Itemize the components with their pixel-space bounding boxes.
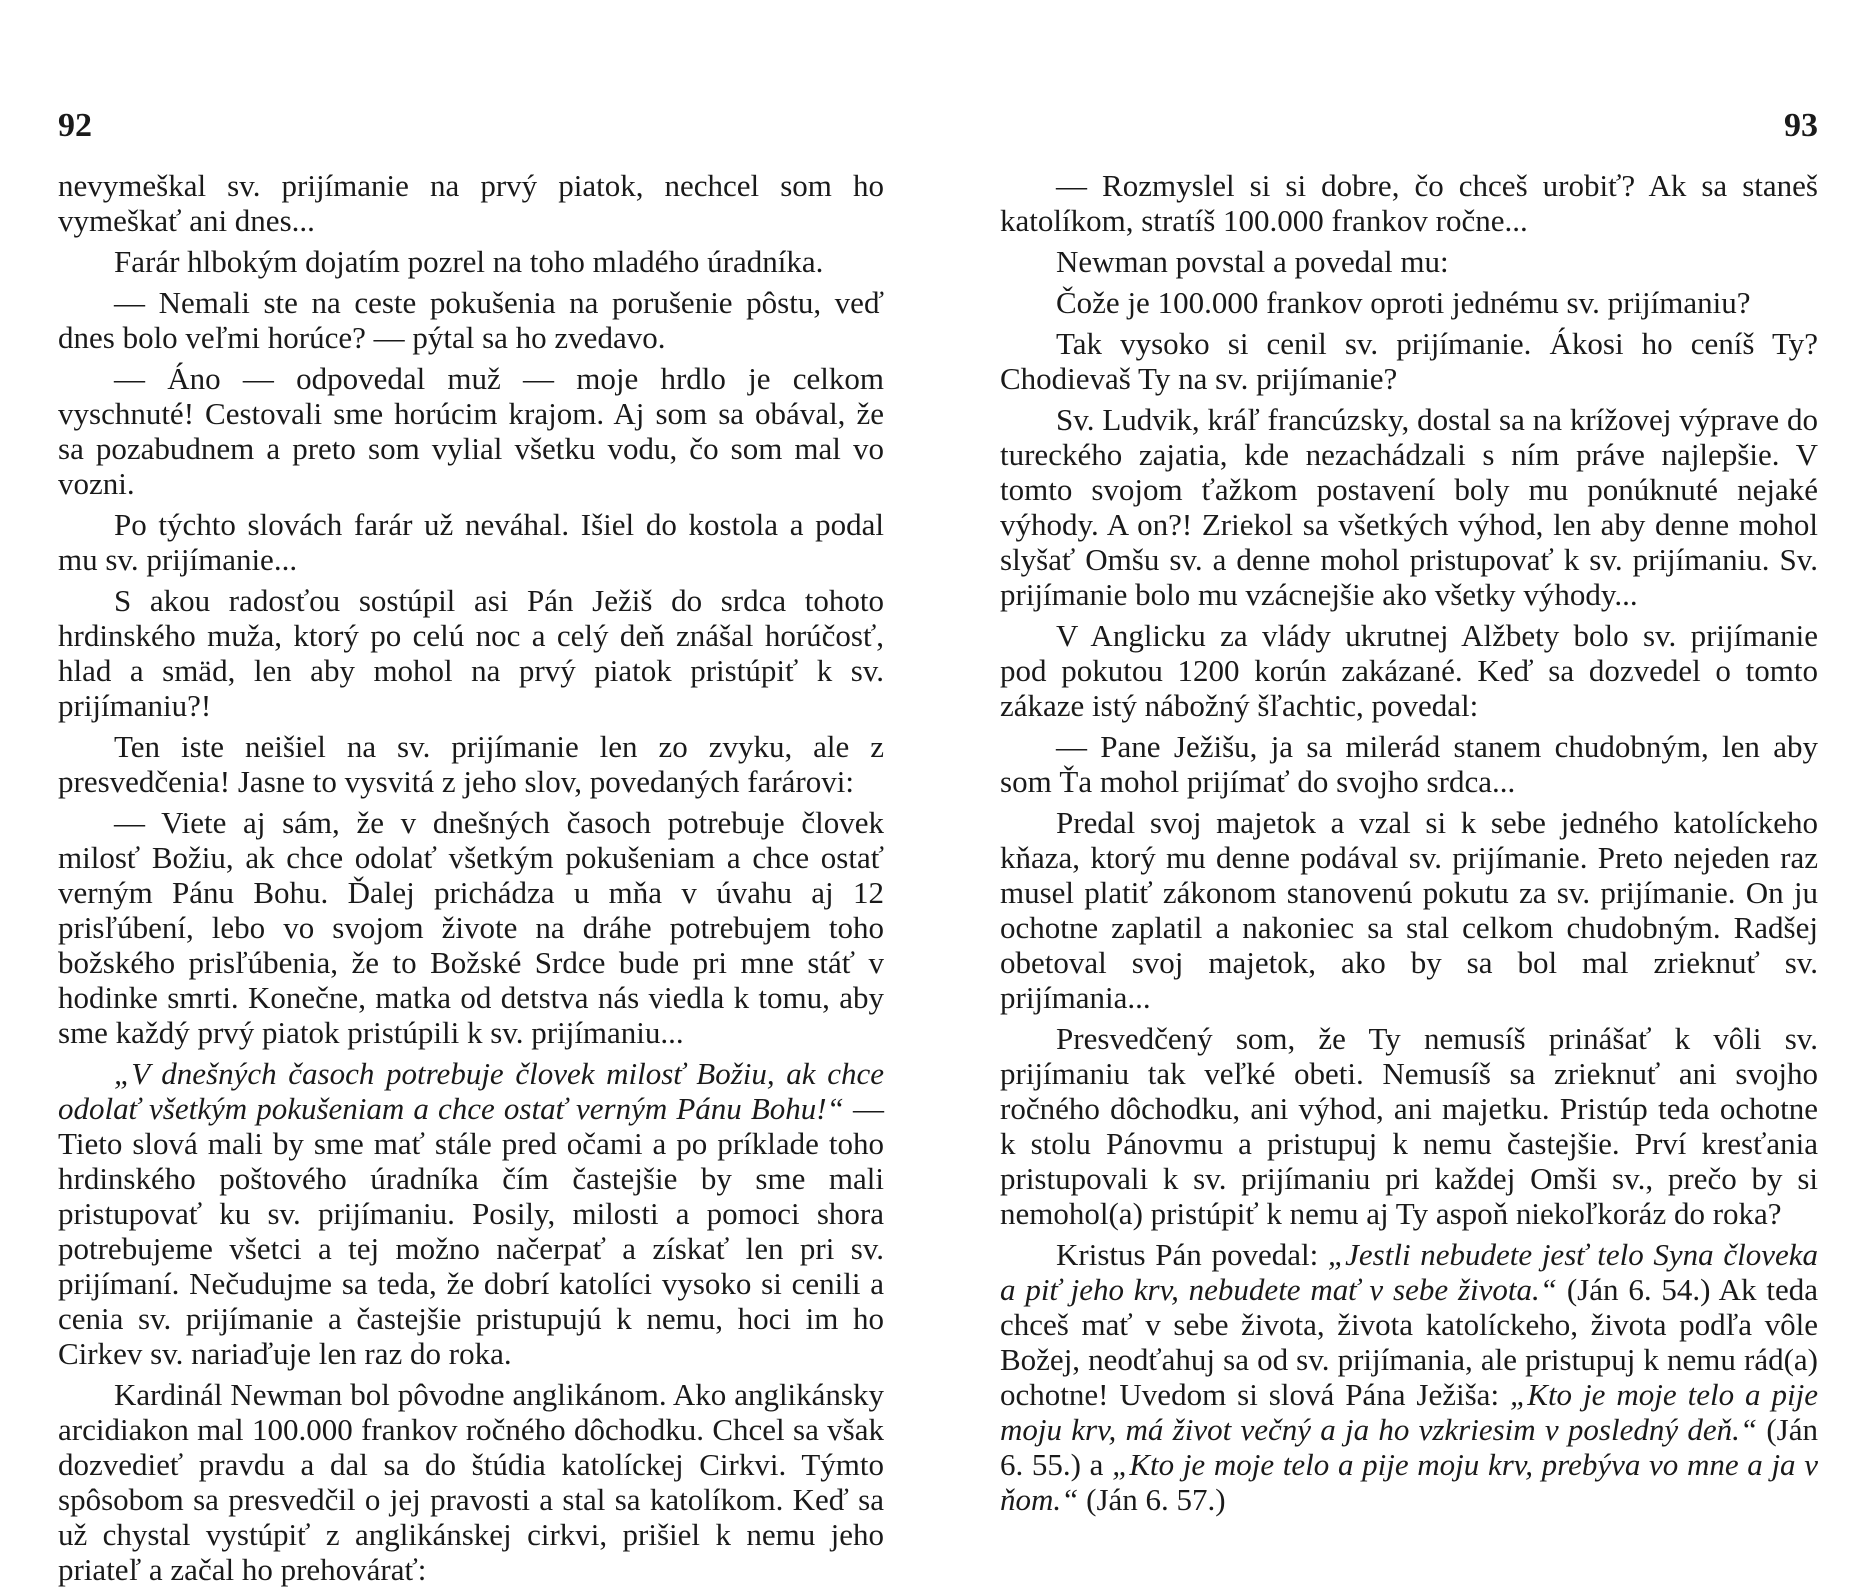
paragraph: [1000, 244, 1818, 279]
paragraph: [58, 583, 884, 723]
text-run: S akou radosťou sostúpil asi Pán Ježiš do srdca tohoto hrdinského muža, ktorý po celú noc a celý deň znášal horúčosť, hlad a smäd, len aby mohol na prvý piatok pristúpiť k sv. prijímaniu?!: [58, 583, 884, 723]
text-run: — Viete aj sám, že v dnešných časoch potrebuje človek milosť Božiu, ak chce odolať všetkým pokušeniam a chce ostať verným Pánu Bohu. Ďalej prichádza u mňa v úvahu aj 12 prisľúbení, lebo vo svojom živote na dráhe potrebujem toho božského prisľúbenia, že to Božské Srdce bude pri mne stáť v hodinke smrti. Konečne, matka od detstva nás viedla k tomu, aby sme každý prvý piatok pristúpili k sv. prijímaniu...: [58, 805, 884, 1050]
text-run: — Pane Ježišu, ja sa milerád stanem chudobným, len aby som Ťa mohol prijímať do svojho srdca...: [1000, 729, 1818, 799]
text-run: nevymeškal sv. prijímanie na prvý piatok, nechcel som ho vymeškať ani dnes...: [58, 168, 884, 238]
italic-quote: „V dnešných časoch potrebuje človek milosť Božiu, ak chce odolať všetkým pokušeniam a chce ostať verným Pánu Bohu!“: [58, 1056, 884, 1126]
right-page-number: 93: [1784, 107, 1818, 144]
text-run: Kristus Pán povedal:: [1056, 1237, 1328, 1272]
text-run: — Áno — odpovedal muž — moje hrdlo je celkom vyschnuté! Cestovali sme horúcim krajom. Aj som sa obával, že sa pozabudnem a preto som vylial všetku vodu, čo som mal vo vozni.: [58, 361, 884, 501]
text-run: Čože je 100.000 frankov oproti jednému sv. prijímaniu?: [1056, 285, 1751, 320]
text-run: Kardinál Newman bol pôvodne anglikánom. Ako anglikánsky arcidiakon mal 100.000 frankov ročného dôchodku. Chcel sa však dozvedieť pravdu a dal sa do štúdia katolíckej Cirkvi. Týmto spôsobom sa presvedčil o jej pravosti a stal sa katolíkom. Keď sa už chystal vystúpiť z anglikánskej cirkvi, prišiel k nemu jeho priateľ a začal ho prehovárať:: [58, 1377, 884, 1587]
text-run: (Ján 6. 57.): [1078, 1482, 1226, 1517]
text-run: (Ján 6. 55.) a: [1000, 1412, 1819, 1482]
paragraph: [58, 285, 884, 355]
paragraph: [1000, 1021, 1818, 1231]
italic-quote: „Kto je moje telo a pije moju krv, prebýva vo mne a ja v ňom.“: [1000, 1447, 1818, 1517]
paragraph: [58, 805, 884, 1050]
right-page-body: [1000, 168, 1818, 1517]
paragraph: [1000, 326, 1818, 396]
paragraph: [1000, 618, 1818, 723]
paragraph: [58, 168, 884, 238]
paragraph: [58, 1377, 884, 1587]
paragraph: [1000, 285, 1818, 320]
text-run: — Nemali ste na ceste pokušenia na porušenie pôstu, veď dnes bolo veľmi horúce? — pýtal sa ho zvedavo.: [58, 285, 884, 355]
paragraph: [1000, 1237, 1818, 1517]
left-page-number: 92: [58, 107, 92, 144]
left-page: [58, 107, 884, 1587]
right-page: [1000, 107, 1819, 1517]
text-run: V Anglicku za vlády ukrutnej Alžbety bolo sv. prijímanie pod pokutou 1200 korún zakázané. Keď sa dozvedel o tomto zákaze istý nábožný šľachtic, povedal:: [1000, 618, 1818, 723]
text-run: Farár hlbokým dojatím pozrel na toho mladého úradníka.: [114, 244, 824, 279]
text-run: Newman povstal a povedal mu:: [1056, 244, 1449, 279]
paragraph: [58, 729, 884, 799]
text-run: (Ján 6. 54.) Ak teda chceš mať v sebe života, života katolíckeho, života podľa vôle Božej, neodťahuj sa od sv. prijímania, ale pristupuj k nemu rád(a) ochotne! Uvedom si slová Pána Ježiša:: [1000, 1272, 1819, 1412]
paragraph: [1000, 729, 1818, 799]
paragraph: [58, 507, 884, 577]
paragraph: [58, 244, 884, 279]
paragraph: [1000, 168, 1818, 238]
left-page-body: [58, 168, 884, 1587]
paragraph: [1000, 402, 1818, 612]
italic-quote: „Jestli nebudete jesť telo Syna človeka a piť jeho krv, nebudete mať v sebe života.“: [1000, 1237, 1818, 1307]
text-run: Presvedčený som, že Ty nemusíš prinášať k vôli sv. prijímaniu tak veľké obeti. Nemusíš sa zrieknuť ani svojho ročného dôchodku, ani výhod, ani majetku. Pristúp teda ochotne k stolu Pánovmu a pristupuj k nemu častejšie. Prví kresťania pristupovali k sv. prijímaniu pri každej Omši sv., prečo by si nemohol(a) pristúpiť k nemu aj Ty aspoň niekoľkoráz do roka?: [1000, 1021, 1818, 1231]
paragraph: [1000, 805, 1818, 1015]
text-run: — Tieto slová mali by sme mať stále pred očami a po príklade toho hrdinského poštového úradníka čím častejšie by sme mali pristupovať ku sv. prijímaniu. Posily, milosti a pomoci shora potrebujeme všetci a tej možno načerpať a získať len pri sv. prijímaní. Nečudujme sa teda, že dobrí katolíci vysoko si cenili a cenia sv. prijímanie a častejšie pristupujú k nemu, hoci im ho Cirkev sv. nariaďuje len raz do roka.: [58, 1091, 884, 1371]
paragraph: [58, 1056, 884, 1371]
text-run: Predal svoj majetok a vzal si k sebe jedného katolíckeho kňaza, ktorý mu denne podával sv. prijímanie. Preto nejeden raz musel platiť zákonom stanovenú pokutu za sv. prijímanie. On ju ochotne zaplatil a nakoniec sa stal celkom chudobným. Radšej obetoval svoj majetok, ako by sa bol mal zrieknuť sv. prijímania...: [1000, 805, 1818, 1015]
text-run: Tak vysoko si cenil sv. prijímanie. Ákosi ho ceníš Ty? Chodievaš Ty na sv. prijímanie?: [1000, 326, 1818, 396]
text-run: — Rozmyslel si si dobre, čo chceš urobiť? Ak sa staneš katolíkom, stratíš 100.000 frankov ročne...: [1000, 168, 1818, 238]
paragraph: [58, 361, 884, 501]
text-run: Ten iste neišiel na sv. prijímanie len zo zvyku, ale z presvedčenia! Jasne to vysvitá z jeho slov, povedaných farárovi:: [58, 729, 884, 799]
italic-quote: „Kto je moje telo a pije moju krv, má život večný a ja ho vzkriesim v posledný deň.“: [1000, 1377, 1818, 1447]
text-run: Po týchto slovách farár už neváhal. Išiel do kostola a podal mu sv. prijímanie...: [58, 507, 884, 577]
text-run: Sv. Ludvik, kráľ francúzsky, dostal sa na krížovej výprave do tureckého zajatia, kde nezachádzali s ním práve najlepšie. V tomto svojom ťažkom postavení boly mu ponúknuté nejaké výhody. A on?! Zriekol sa všetkých výhod, len aby denne mohol slyšať Omšu sv. a denne mohol pristupovať k sv. prijímaniu. Sv. prijímanie bolo mu vzácnejšie ako všetky výhody...: [1000, 402, 1818, 612]
